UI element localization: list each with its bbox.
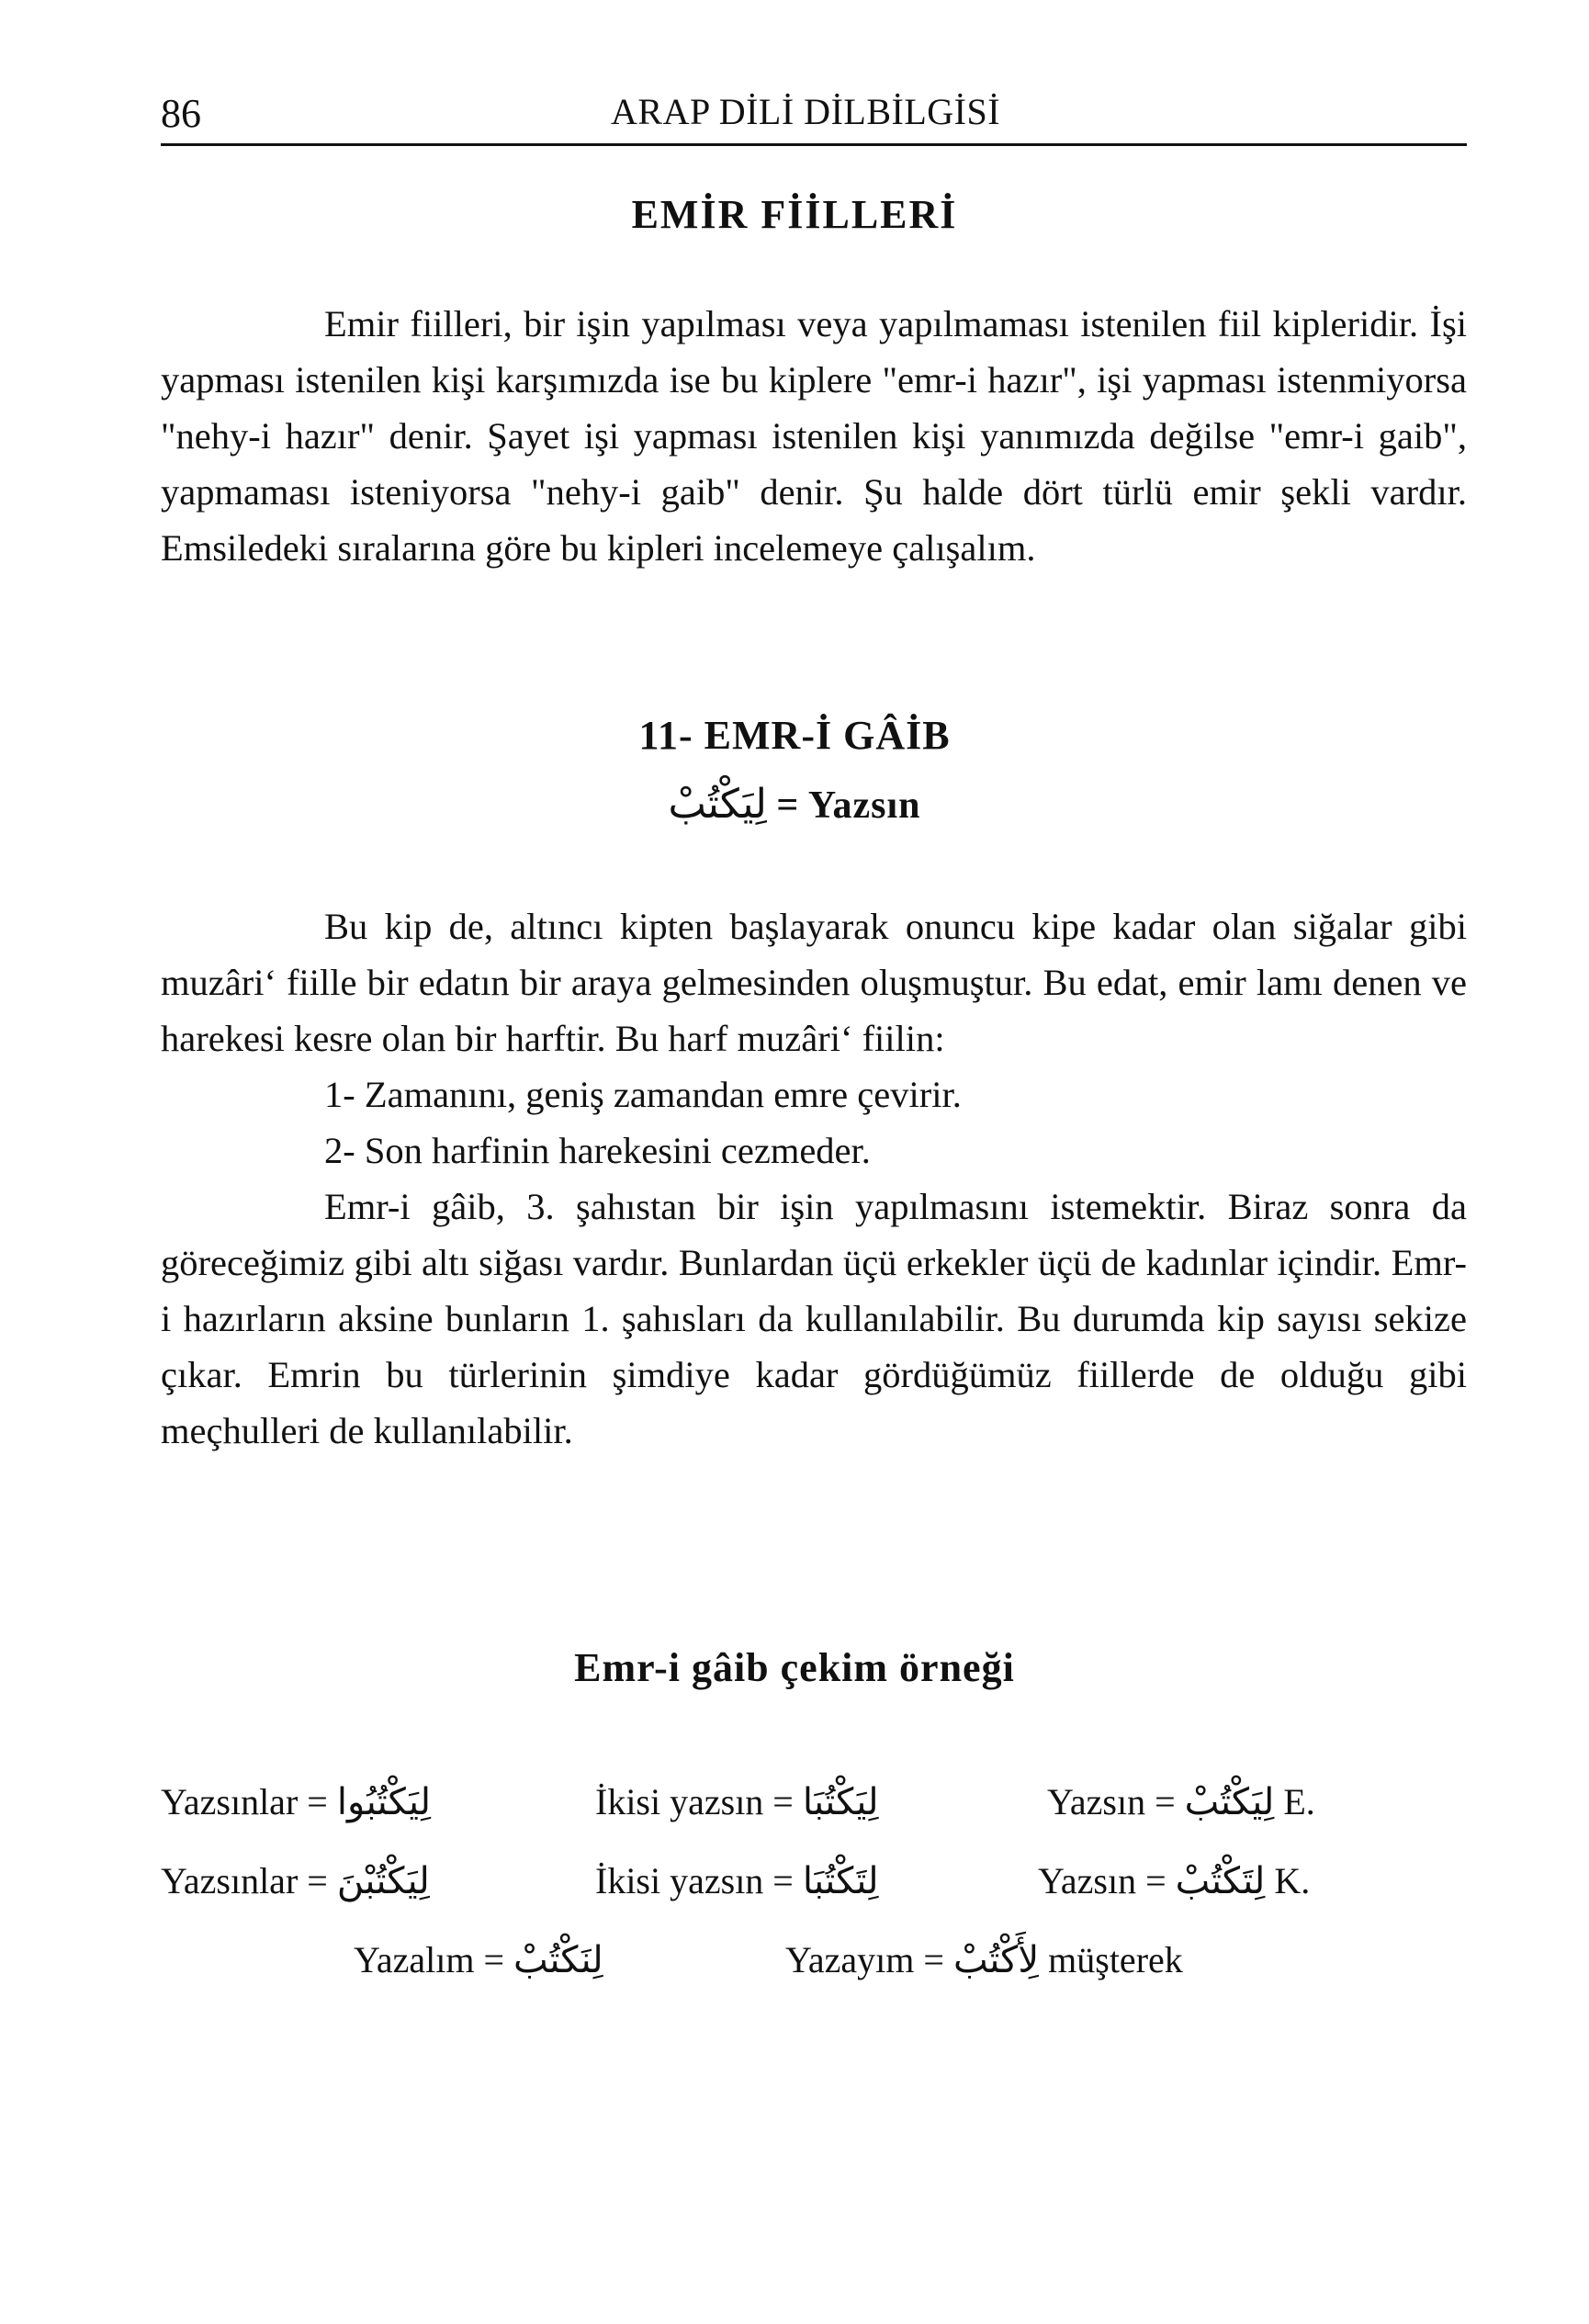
cell-label: Yazsınlar =: [161, 1781, 328, 1822]
cell-arabic: لِيَكْتُبَا: [802, 1781, 879, 1823]
cell-label: Yazalım =: [354, 1939, 505, 1980]
intro-paragraph: [161, 296, 1467, 576]
cell-masc-singular: [1047, 1780, 1315, 1823]
list-item-2: 2- Son harfinin harekesini cezmeder.: [324, 1130, 871, 1171]
cell-first-plural: [354, 1938, 603, 1981]
page-number: 86: [161, 91, 201, 136]
cell-masc-plural: [161, 1780, 431, 1823]
chapter-title: EMİR FİİLLERİ: [631, 192, 958, 237]
example-meaning: Yazsın: [807, 784, 921, 827]
gender-marker: K.: [1274, 1860, 1311, 1901]
body-paragraph-1: [161, 898, 1467, 1459]
cell-arabic: لِتَكْتُبْ: [1175, 1860, 1266, 1902]
running-title: ARAP DİLİ DİLBİLGİSİ: [611, 91, 1001, 132]
cell-arabic: لِأَكْتُبْ: [952, 1939, 1040, 1981]
cell-label: Yazsın =: [1047, 1781, 1176, 1822]
list-item-1: 1- Zamanını, geniş zamandan emre çevirir.: [324, 1074, 962, 1115]
cell-fem-singular: [1038, 1859, 1310, 1902]
cell-label: Yazayım =: [785, 1939, 944, 1980]
cell-label: Yazsınlar =: [161, 1860, 328, 1901]
running-header: [161, 85, 1467, 146]
cell-fem-dual: [595, 1859, 879, 1902]
example-arabic: لِيَكْتُبْ: [668, 781, 767, 828]
cell-arabic: لِيَكْتُبْنَ: [336, 1860, 430, 1902]
cell-arabic: لِيَكْتُبُوا: [336, 1781, 432, 1823]
cell-masc-dual: [595, 1780, 879, 1823]
gender-marker: E.: [1283, 1781, 1315, 1822]
conjugation-row: [0, 1859, 1589, 1925]
common-marker: müşterek: [1048, 1939, 1183, 1980]
example-equals: =: [776, 784, 799, 827]
cell-label: Yazsın =: [1038, 1860, 1166, 1901]
cell-first-singular: [785, 1938, 1183, 1981]
conjugation-row: [0, 1938, 1589, 2004]
conjugation-row: [0, 1780, 1589, 1846]
section-heading: 11- EMR-İ GÂİB: [638, 713, 951, 758]
cell-arabic: لِنَكْتُبْ: [513, 1939, 603, 1981]
cell-arabic: لِيَكْتُبْ: [1184, 1781, 1275, 1823]
cell-arabic: لِتَكْتُبَا: [802, 1860, 879, 1902]
conjugation-heading: Emr-i gâib çekim örneği: [574, 1645, 1015, 1690]
body-text-2: Emr-i gâib, 3. şahıstan bir işin yapılmasını istemektir. Biraz sonra da göreceğimiz gibi altı siğası vardır. Bunlardan üçü erkekler üçü de kadınlar içindir. Emr-i hazırların aksine bunların 1. şahısları da kullanılabilir. Bu durumda kip sayısı sekize çıkar. Emrin bu türlerinin şimdiye kadar gördüğümüz fiillerde de olduğu gibi meçhulleri de kullanılabilir.: [161, 1186, 1467, 1451]
intro-text: Emir fiilleri, bir işin yapılması veya yapılmaması istenilen fiil kipleridir. İşi yapması istenilen kişi karşımızda ise bu kiplere "emr-i hazır", işi yapması istenmiyorsa "nehy-i hazır" denir. Şayet işi yapması istenilen kişi yanımızda değilse "emr-i gaib", yapmaması isteniyorsa "nehy-i gaib" denir. Şu halde dört türlü emir şekli vardır. Emsiledeki sıralarına göre bu kipleri incelemeye çalışalım.: [161, 303, 1467, 569]
section-example: [0, 781, 1589, 828]
cell-label: İkisi yazsın =: [595, 1781, 794, 1822]
cell-label: İkisi yazsın =: [595, 1860, 794, 1901]
body-text-1: Bu kip de, altıncı kipten başlayarak onuncu kipe kadar olan siğalar gibi muzâri‘ fiille bir edatın bir araya gelmesinden oluşmuştur. Bu edat, emir lamı denen ve harekesi kesre olan bir harftir. Bu harf muzâri‘ fiilin:: [161, 906, 1467, 1059]
cell-fem-plural: [161, 1859, 430, 1902]
